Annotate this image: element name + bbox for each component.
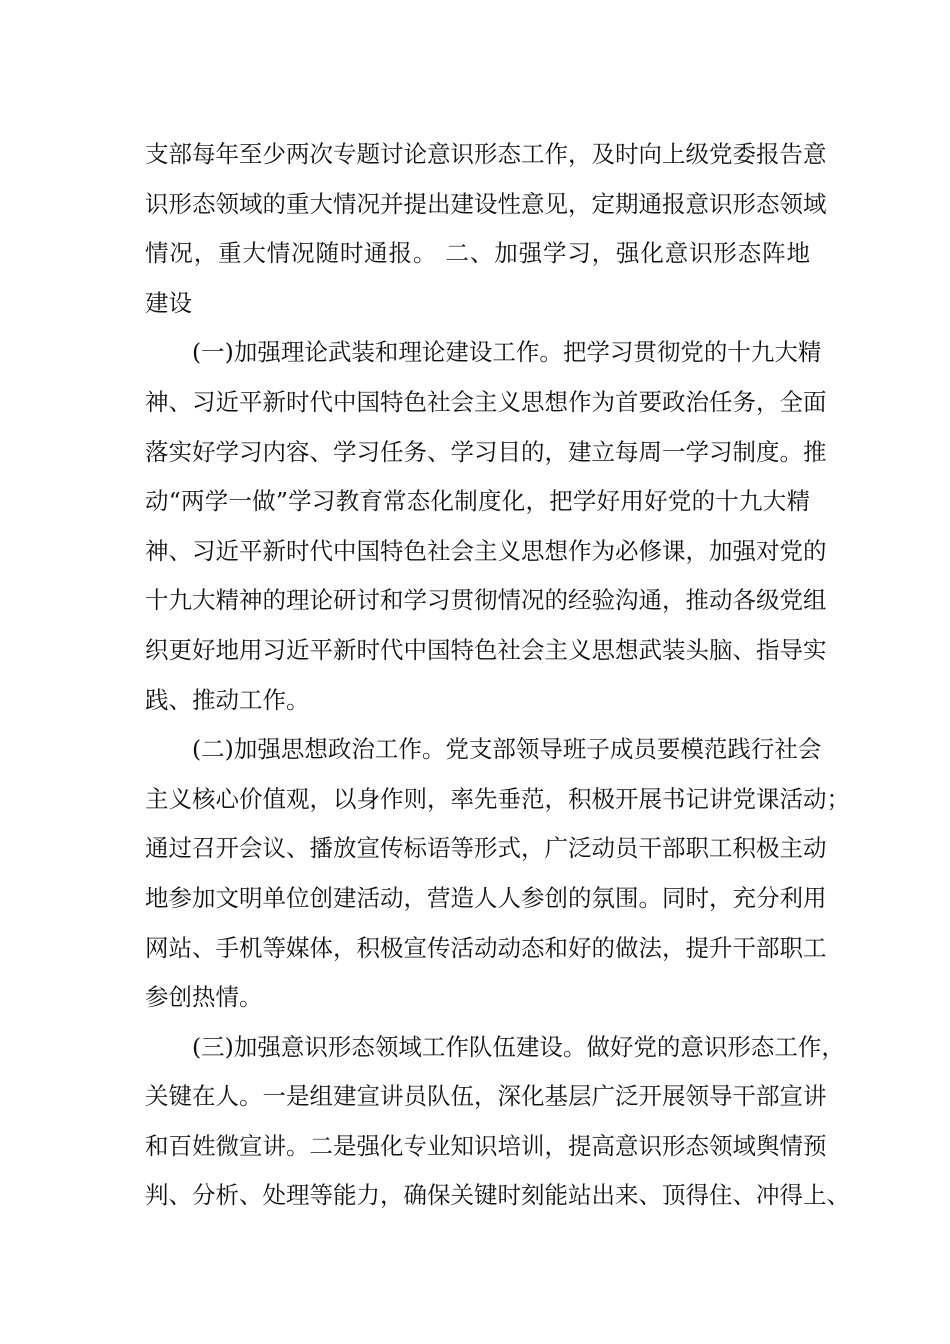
text-line: 关键在人。一是组建宣讲员队伍，深化基层广泛开展领导干部宣讲 bbox=[145, 1082, 827, 1111]
text-line: 主义核心价值观，以身作则，率先垂范，积极开展书记讲党课活动； bbox=[145, 784, 850, 813]
text-line: 神、习近平新时代中国特色社会主义思想作为必修课，加强对党的 bbox=[145, 536, 827, 565]
text-line: 十九大精神的理论研讨和学习贯彻情况的经验沟通，推动各级党组 bbox=[145, 586, 827, 615]
text-line: (三)加强意识形态领域工作队伍建设。做好党的意识形态工作， bbox=[192, 1032, 845, 1061]
text-line: 践、推动工作。 bbox=[145, 685, 310, 714]
text-line: 情况，重大情况随时通报。 二、加强学习，强化意识形态阵地 bbox=[145, 239, 810, 268]
text-line: 落实好学习内容、学习任务、学习目的，建立每周一学习制度。推 bbox=[145, 437, 827, 466]
text-line: (一)加强理论武装和理论建设工作。把学习贯彻党的十九大精 bbox=[192, 338, 822, 367]
text-line: 参创热情。 bbox=[145, 983, 263, 1012]
text-line: 网站、手机等媒体，积极宣传活动动态和好的做法，提升干部职工 bbox=[145, 933, 827, 962]
text-line: 识形态领域的重大情况并提出建设性意见，定期通报意识形态领域 bbox=[145, 189, 827, 218]
text-line: 和百姓微宣讲。二是强化专业知识培训，提高意识形态领域舆情预 bbox=[145, 1131, 827, 1160]
text-line: 建设 bbox=[145, 288, 192, 317]
text-line: 支部每年至少两次专题讨论意识形态工作，及时向上级党委报告意 bbox=[145, 140, 827, 168]
text-line: 地参加文明单位创建活动，营造人人参创的氛围。同时，充分利用 bbox=[145, 883, 827, 912]
text-line: (二)加强思想政治工作。党支部领导班子成员要模范践行社会 bbox=[192, 735, 822, 764]
text-line: 动“两学一做”学习教育常态化制度化，把学好用好党的十九大精 bbox=[145, 487, 810, 516]
text-line: 判、分析、处理等能力，确保关键时刻能站出来、顶得住、冲得上、 bbox=[145, 1181, 850, 1210]
document-body bbox=[145, 130, 850, 1221]
text-line: 通过召开会议、播放宣传标语等形式，广泛动员干部职工积极主动 bbox=[145, 834, 827, 863]
text-line: 织更好地用习近平新时代中国特色社会主义思想武装头脑、指导实 bbox=[145, 635, 827, 664]
text-line: 神、习近平新时代中国特色社会主义思想作为首要政治任务，全面 bbox=[145, 387, 827, 416]
